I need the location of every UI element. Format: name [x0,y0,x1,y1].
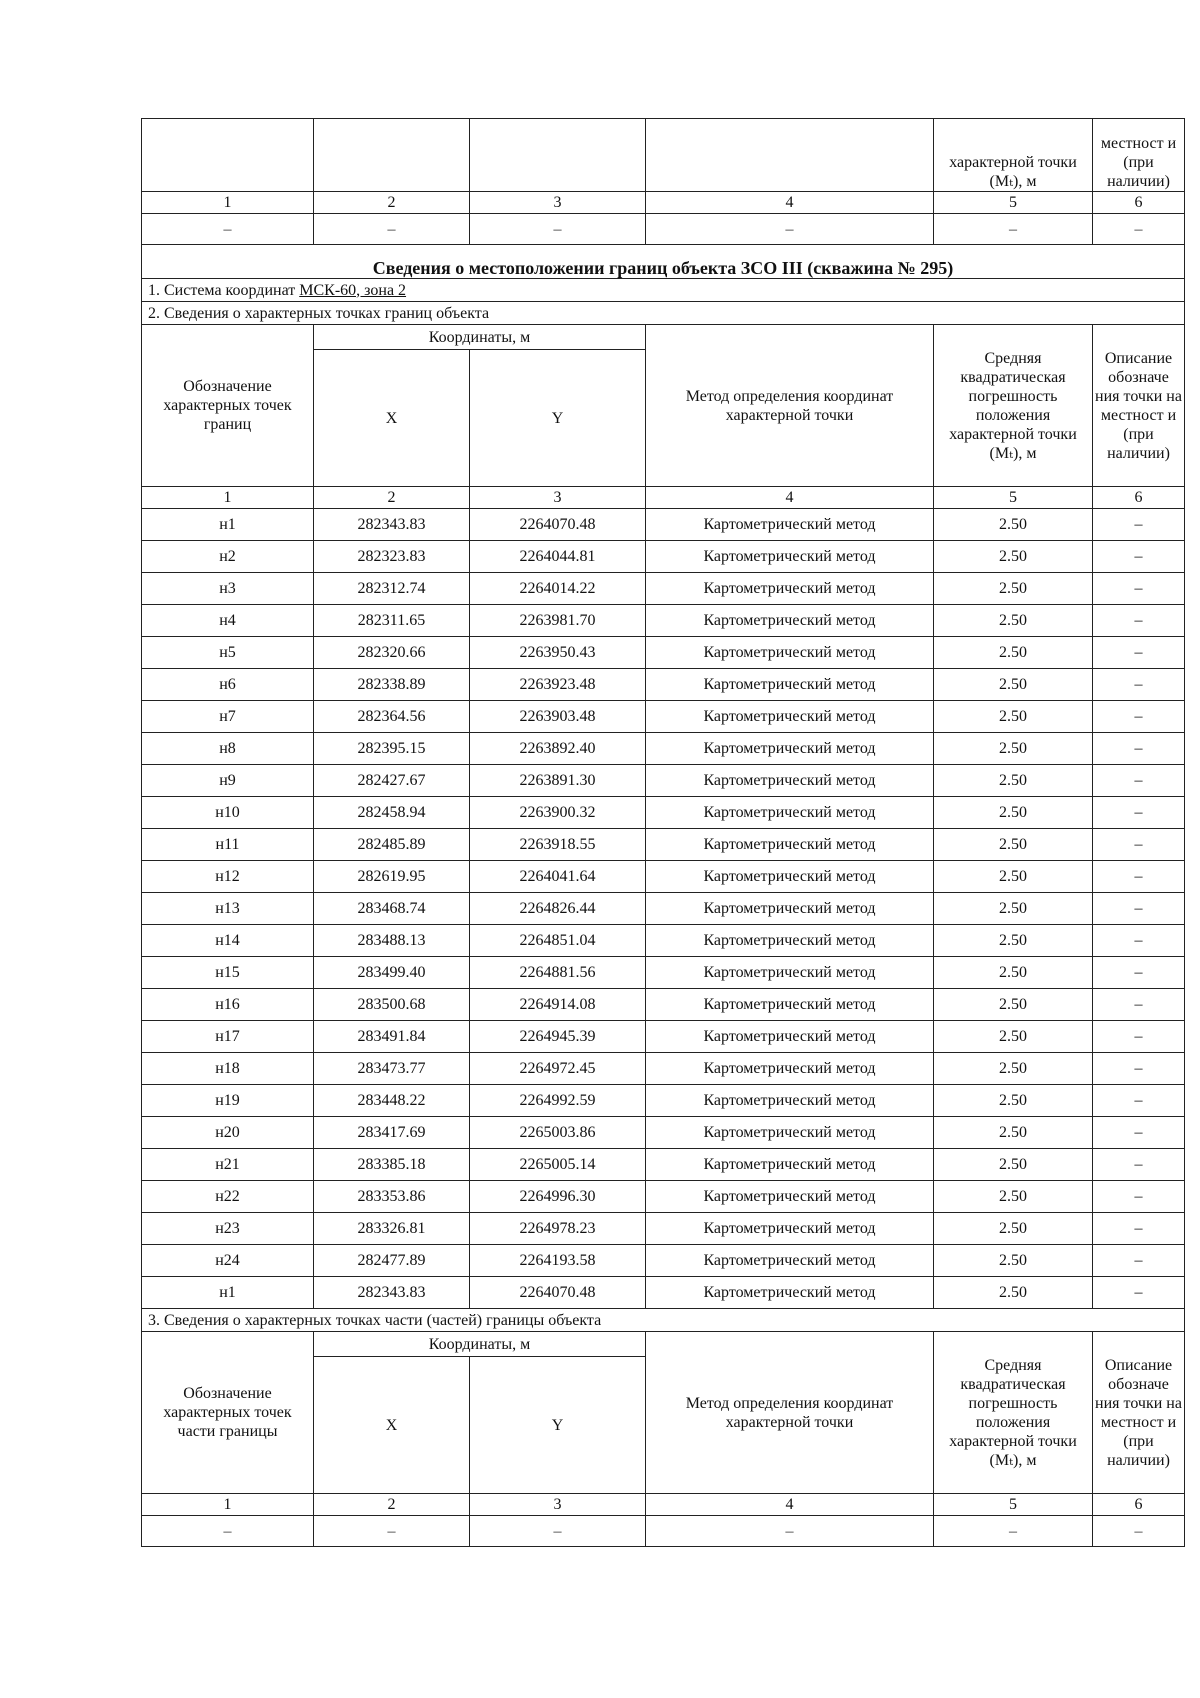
method-cell: Картометрический метод [646,1021,934,1053]
table-row [142,541,1185,573]
description-cell: – [1093,701,1185,733]
index-cell: 4 [646,1494,934,1516]
table-row [142,1277,1185,1309]
dash-cell: – [934,214,1093,245]
description-cell: – [1093,797,1185,829]
point-id-cell: н1 [142,1277,314,1309]
description-cell: – [1093,829,1185,861]
index-cell: 3 [470,1494,646,1516]
parts-title: 3. Сведения о характерных точках части (частей) границы объекта [142,1309,1185,1332]
description-cell: – [1093,925,1185,957]
y-coordinate-cell: 2263892.40 [470,733,646,765]
description-cell: – [1093,1277,1185,1309]
method-cell: Картометрический метод [646,541,934,573]
method-cell: Картометрический метод [646,765,934,797]
description-cell: – [1093,1213,1185,1245]
point-id-cell: н18 [142,1053,314,1085]
section-title-row [142,245,1185,279]
method-cell: Картометрический метод [646,957,934,989]
x-coordinate-cell: 283491.84 [314,1021,470,1053]
dash-cell: – [1093,214,1185,245]
error-cell: 2.50 [934,1213,1093,1245]
table-row [142,573,1185,605]
point-id-cell: н22 [142,1181,314,1213]
y-coordinate-cell: 2264978.23 [470,1213,646,1245]
description-cell: – [1093,573,1185,605]
table-row [142,989,1185,1021]
dash-cell: – [470,214,646,245]
method-cell: Картометрический метод [646,1181,934,1213]
points-title: 2. Сведения о характерных точках границ объекта [142,302,1185,325]
x-coordinate-cell: 283473.77 [314,1053,470,1085]
y-coordinate-cell: 2263981.70 [470,605,646,637]
x-coordinate-cell: 282338.89 [314,669,470,701]
method-cell: Картометрический метод [646,1245,934,1277]
y-coordinate-cell: 2263950.43 [470,637,646,669]
y-coordinate-cell: 2264070.48 [470,509,646,541]
point-id-cell: н12 [142,861,314,893]
x-coordinate-cell: 282364.56 [314,701,470,733]
point-id-cell: н17 [142,1021,314,1053]
dash-cell: – [142,1516,314,1547]
y-coordinate-cell: 2264881.56 [470,957,646,989]
x-coordinate-cell: 283385.18 [314,1149,470,1181]
y-coordinate-cell: 2264041.64 [470,861,646,893]
x-coordinate-cell: 282485.89 [314,829,470,861]
table-row [142,1181,1185,1213]
method-cell: Картометрический метод [646,1085,934,1117]
point-id-cell: н9 [142,765,314,797]
error-cell: 2.50 [934,1245,1093,1277]
top-empty-cell [142,119,314,192]
error-cell: 2.50 [934,797,1093,829]
table-row [142,829,1185,861]
index-cell: 5 [934,1494,1093,1516]
table-row [142,669,1185,701]
index-cell: 2 [314,192,470,214]
method-cell: Картометрический метод [646,1117,934,1149]
error-cell: 2.50 [934,989,1093,1021]
table-row [142,1149,1185,1181]
coord-system-line [142,279,1185,302]
error-cell: 2.50 [934,1085,1093,1117]
table-row [142,733,1185,765]
description-cell: – [1093,989,1185,1021]
index-cell: 6 [1093,487,1185,509]
parts-header-point-id: Обозначение характерных точек части границы [142,1332,314,1494]
parts-header-row [142,1332,1185,1357]
x-coordinate-cell: 282343.83 [314,1277,470,1309]
error-cell: 2.50 [934,1053,1093,1085]
table-row [142,893,1185,925]
point-id-cell: н14 [142,925,314,957]
index-cell: 2 [314,1494,470,1516]
point-id-cell: н10 [142,797,314,829]
point-id-cell: н7 [142,701,314,733]
header-error: Средняя квадратическая погрешность положения характерной точки (Mₜ), м [934,325,1093,487]
description-cell: – [1093,1117,1185,1149]
point-id-cell: н2 [142,541,314,573]
error-cell: 2.50 [934,637,1093,669]
index-cell: 3 [470,487,646,509]
method-cell: Картометрический метод [646,669,934,701]
description-cell: – [1093,765,1185,797]
boundary-table [141,118,1185,1547]
error-cell: 2.50 [934,509,1093,541]
index-cell: 1 [142,1494,314,1516]
table-row [142,925,1185,957]
index-cell: 1 [142,487,314,509]
index-cell: 1 [142,192,314,214]
table-row [142,1053,1185,1085]
x-coordinate-cell: 283488.13 [314,925,470,957]
parts-header-x: X [314,1357,470,1494]
y-coordinate-cell: 2263891.30 [470,765,646,797]
table-row [142,765,1185,797]
y-coordinate-cell: 2263918.55 [470,829,646,861]
error-cell: 2.50 [934,1149,1093,1181]
top-dash-row [142,214,1185,245]
method-cell: Картометрический метод [646,925,934,957]
description-cell: – [1093,1149,1185,1181]
parts-index-row [142,1494,1185,1516]
error-cell: 2.50 [934,861,1093,893]
point-id-cell: н19 [142,1085,314,1117]
point-id-cell: н16 [142,989,314,1021]
parts-header-method: Метод определения координат характерной точки [646,1332,934,1494]
point-id-cell: н15 [142,957,314,989]
y-coordinate-cell: 2264972.45 [470,1053,646,1085]
method-cell: Картометрический метод [646,797,934,829]
y-coordinate-cell: 2265003.86 [470,1117,646,1149]
y-coordinate-cell: 2264851.04 [470,925,646,957]
index-cell: 2 [314,487,470,509]
error-cell: 2.50 [934,733,1093,765]
index-cell: 3 [470,192,646,214]
description-cell: – [1093,669,1185,701]
x-coordinate-cell: 283353.86 [314,1181,470,1213]
method-cell: Картометрический метод [646,573,934,605]
dash-cell: – [314,1516,470,1547]
table-row [142,1021,1185,1053]
coord-system-label: 1. Система координат [148,281,300,299]
x-coordinate-cell: 282320.66 [314,637,470,669]
top-index-row [142,192,1185,214]
dash-cell: – [1093,1516,1185,1547]
method-cell: Картометрический метод [646,989,934,1021]
x-coordinate-cell: 283499.40 [314,957,470,989]
parts-dash-row [142,1516,1185,1547]
method-cell: Картометрический метод [646,509,934,541]
y-coordinate-cell: 2264826.44 [470,893,646,925]
description-cell: – [1093,1181,1185,1213]
index-cell: 6 [1093,192,1185,214]
method-cell: Картометрический метод [646,605,934,637]
table-row [142,861,1185,893]
top-table-header-fragment [142,119,1185,192]
error-cell: 2.50 [934,669,1093,701]
parts-header-y: Y [470,1357,646,1494]
point-id-cell: н3 [142,573,314,605]
error-cell: 2.50 [934,605,1093,637]
description-cell: – [1093,861,1185,893]
header-x: X [314,350,470,487]
top-empty-cell [646,119,934,192]
method-cell: Картометрический метод [646,637,934,669]
table-row [142,1245,1185,1277]
table-row [142,797,1185,829]
table-row [142,1117,1185,1149]
error-cell: 2.50 [934,765,1093,797]
dash-cell: – [314,214,470,245]
description-cell: – [1093,1021,1185,1053]
points-title-row [142,302,1185,325]
parts-title-row [142,1309,1185,1332]
method-cell: Картометрический метод [646,1213,934,1245]
index-cell: 6 [1093,1494,1185,1516]
x-coordinate-cell: 283500.68 [314,989,470,1021]
y-coordinate-cell: 2264992.59 [470,1085,646,1117]
coord-system-row [142,279,1185,302]
table-row [142,957,1185,989]
point-id-cell: н13 [142,893,314,925]
table-row [142,605,1185,637]
point-id-cell: н21 [142,1149,314,1181]
coord-system-value: МСК-60, зона 2 [299,281,407,299]
y-coordinate-cell: 2264945.39 [470,1021,646,1053]
header-point-id: Обозначение характерных точек границ [142,325,314,487]
table-row [142,637,1185,669]
description-cell: – [1093,509,1185,541]
point-id-cell: н8 [142,733,314,765]
description-cell: – [1093,541,1185,573]
x-coordinate-cell: 283448.22 [314,1085,470,1117]
description-cell: – [1093,1085,1185,1117]
top-empty-cell [314,119,470,192]
point-id-cell: н1 [142,509,314,541]
index-cell: 4 [646,192,934,214]
x-coordinate-cell: 282427.67 [314,765,470,797]
x-coordinate-cell: 282477.89 [314,1245,470,1277]
y-coordinate-cell: 2264914.08 [470,989,646,1021]
x-coordinate-cell: 283468.74 [314,893,470,925]
method-cell: Картометрический метод [646,733,934,765]
top-error-header: характерной точки (Mₜ), м [934,119,1093,192]
method-cell: Картометрический метод [646,829,934,861]
method-cell: Картометрический метод [646,1053,934,1085]
y-coordinate-cell: 2263923.48 [470,669,646,701]
error-cell: 2.50 [934,701,1093,733]
table-row [142,1213,1185,1245]
error-cell: 2.50 [934,1117,1093,1149]
index-cell: 5 [934,192,1093,214]
points-rows [142,509,1185,1309]
description-cell: – [1093,605,1185,637]
point-id-cell: н11 [142,829,314,861]
error-cell: 2.50 [934,1021,1093,1053]
points-index-row [142,487,1185,509]
header-description: Описание обозначе ния точки на местност и (при наличии) [1093,325,1185,487]
x-coordinate-cell: 282312.74 [314,573,470,605]
top-empty-cell [470,119,646,192]
error-cell: 2.50 [934,925,1093,957]
error-cell: 2.50 [934,1181,1093,1213]
header-method: Метод определения координат характерной точки [646,325,934,487]
method-cell: Картометрический метод [646,1277,934,1309]
index-cell: 4 [646,487,934,509]
top-desc-header: местност и (при наличии) [1093,119,1185,192]
dash-cell: – [646,1516,934,1547]
description-cell: – [1093,1245,1185,1277]
x-coordinate-cell: 283326.81 [314,1213,470,1245]
table-row [142,509,1185,541]
section-title: Сведения о местоположении границ объекта ЗСО III (скважина № 295) [142,245,1185,279]
error-cell: 2.50 [934,1277,1093,1309]
header-coordinates: Координаты, м [314,325,646,350]
point-id-cell: н24 [142,1245,314,1277]
description-cell: – [1093,893,1185,925]
dash-cell: – [646,214,934,245]
error-cell: 2.50 [934,541,1093,573]
dash-cell: – [934,1516,1093,1547]
method-cell: Картометрический метод [646,861,934,893]
point-id-cell: н20 [142,1117,314,1149]
method-cell: Картометрический метод [646,893,934,925]
point-id-cell: н5 [142,637,314,669]
parts-header-description: Описание обозначе ния точки на местност и (при наличии) [1093,1332,1185,1494]
parts-header-error: Средняя квадратическая погрешность положения характерной точки (Mₜ), м [934,1332,1093,1494]
y-coordinate-cell: 2264070.48 [470,1277,646,1309]
x-coordinate-cell: 282343.83 [314,509,470,541]
y-coordinate-cell: 2263903.48 [470,701,646,733]
y-coordinate-cell: 2265005.14 [470,1149,646,1181]
x-coordinate-cell: 282458.94 [314,797,470,829]
description-cell: – [1093,733,1185,765]
x-coordinate-cell: 282311.65 [314,605,470,637]
index-cell: 5 [934,487,1093,509]
method-cell: Картометрический метод [646,701,934,733]
x-coordinate-cell: 283417.69 [314,1117,470,1149]
description-cell: – [1093,637,1185,669]
y-coordinate-cell: 2263900.32 [470,797,646,829]
point-id-cell: н4 [142,605,314,637]
y-coordinate-cell: 2264996.30 [470,1181,646,1213]
method-cell: Картометрический метод [646,1149,934,1181]
description-cell: – [1093,1053,1185,1085]
x-coordinate-cell: 282619.95 [314,861,470,893]
points-header-row [142,325,1185,350]
y-coordinate-cell: 2264044.81 [470,541,646,573]
boundary-document [141,118,1184,1547]
x-coordinate-cell: 282395.15 [314,733,470,765]
error-cell: 2.50 [934,957,1093,989]
error-cell: 2.50 [934,893,1093,925]
x-coordinate-cell: 282323.83 [314,541,470,573]
y-coordinate-cell: 2264014.22 [470,573,646,605]
point-id-cell: н6 [142,669,314,701]
error-cell: 2.50 [934,829,1093,861]
parts-header-coordinates: Координаты, м [314,1332,646,1357]
dash-cell: – [142,214,314,245]
point-id-cell: н23 [142,1213,314,1245]
table-row [142,701,1185,733]
error-cell: 2.50 [934,573,1093,605]
table-row [142,1085,1185,1117]
description-cell: – [1093,957,1185,989]
dash-cell: – [470,1516,646,1547]
y-coordinate-cell: 2264193.58 [470,1245,646,1277]
header-y: Y [470,350,646,487]
